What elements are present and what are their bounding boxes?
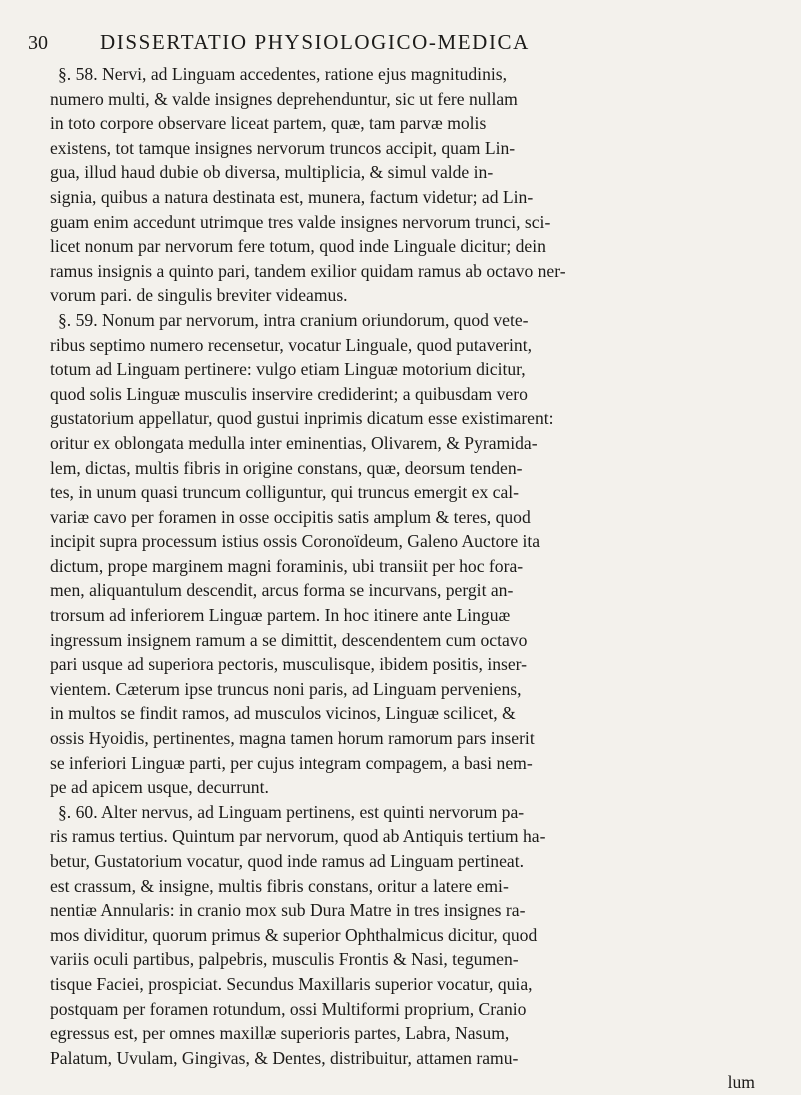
text-line: vorum pari. de singulis breviter videamus. [50, 285, 348, 306]
text-line: ris ramus tertius. Quintum par nervorum, quod ab Antiquis tertium ha- [50, 826, 546, 847]
text-line: ossis Hyoidis, pertinentes, magna tamen horum ramorum pars inserit [50, 728, 535, 749]
body-text [50, 62, 763, 1095]
text-line: betur, Gustatorium vocatur, quod inde ramus ad Linguam pertineat. [50, 851, 524, 871]
text-line: §. 59. Nonum par nervorum, intra cranium oriundorum, quod vete- [58, 309, 529, 330]
text-line: men, aliquantulum descendit, arcus forma se incurvans, pergit an- [50, 580, 514, 601]
running-title: DISSERTATIO PHYSIOLOGICO-MEDICA [100, 30, 530, 54]
text-line: in multos se findit ramos, ad musculos vicinos, Linguæ scilicet, & [50, 703, 516, 724]
text-line: incipit supra processum istius ossis Coronoïdeum, Galeno Auctore ita [50, 531, 541, 552]
text-line: tes, in unum quasi truncum colliguntur, qui truncus emergit ex cal- [50, 482, 520, 503]
text-line: totum ad Linguam pertinere: vulgo etiam Linguæ motorium dicitur, [50, 359, 526, 380]
text-line: ramus insignis a quinto pari, tandem exilior quidam ramus ab octavo ner- [50, 260, 566, 281]
text-line: in toto corpore observare liceat partem, quæ, tam parvæ molis [50, 113, 487, 134]
text-line: pari usque ad superiora pectoris, musculisque, ibidem positis, inser- [50, 654, 528, 675]
text-line: existens, tot tamque insignes nervorum truncos accipit, quam Lin- [50, 137, 516, 158]
text-line: se inferiori Linguæ parti, per cujus integram compagem, a basi nem- [50, 752, 533, 773]
text-line: ingressum insignem ramum a se dimittit, descendentem cum octavo [50, 629, 528, 650]
text-line: Palatum, Uvulam, Gingivas, & Dentes, distribuitur, attamen ramu- [50, 1047, 519, 1068]
text-line: oritur ex oblongata medulla inter eminentias, Olivarem, & Pyramida- [50, 432, 538, 453]
text-line: tisque Faciei, prospiciat. Secundus Maxillaris superior vocatur, quia, [50, 973, 533, 994]
text-line: postquam per foramen rotundum, ossi Multiformi proprium, Cranio [50, 998, 527, 1019]
text-line: lem, dictas, multis fibris in origine constans, quæ, deorsum tenden- [50, 457, 523, 478]
text-line: pe ad apicem usque, decurrunt. [50, 777, 269, 798]
text-line: numero multi, & valde insignes deprehenduntur, sic ut fere nullam [50, 88, 518, 109]
text-line: licet nonum par nervorum fere totum, quod inde Linguale dicitur; dein [50, 236, 546, 257]
text-line: variis oculi partibus, palpebris, musculis Frontis & Nasi, tegumen- [50, 949, 519, 970]
text-line: §. 60. Alter nervus, ad Linguam pertinens, est quinti nervorum pa- [58, 801, 525, 822]
text-line: variæ cavo per foramen in osse occipitis satis amplum & teres, quod [50, 506, 531, 527]
text-line: est crassum, & insigne, multis fibris constans, oritur a latere emi- [50, 875, 509, 896]
text-line: gustatorium appellatur, quod gustui inprimis dicatum esse existimarent: [50, 408, 554, 429]
text-line: nentiæ Annularis: in cranio mox sub Dura Matre in tres insignes ra- [50, 900, 526, 921]
text-line: §. 58. Nervi, ad Linguam accedentes, ratione ejus magnitudinis, [58, 64, 508, 84]
text-line: guam enim accedunt utrimque tres valde insignes nervorum trunci, sci- [50, 211, 551, 232]
text-line: vientem. Cæterum ipse truncus noni paris, ad Linguam perveniens, [50, 678, 522, 699]
text-line: ribus septimo numero recensetur, vocatur Linguale, quod putaverint, [50, 334, 533, 355]
text-line: mos dividitur, quorum primus & superior Ophthalmicus dicitur, quod [50, 924, 538, 945]
text-line: dictum, prope marginem magni foraminis, ubi transiit per hoc fora- [50, 555, 524, 576]
page-number: 30 [28, 32, 48, 54]
text-line: signia, quibus a natura destinata est, munera, factum videtur; ad Lin- [50, 186, 534, 207]
text-line: lum [727, 1072, 755, 1093]
text-line: trorsum ad inferiorem Linguæ partem. In hoc itinere ante Linguæ [50, 605, 511, 626]
text-line: gua, illud haud dubie ob diversa, multiplicia, & simul valde in- [50, 162, 494, 183]
page-header [28, 32, 761, 62]
text-line: quod solis Linguæ musculis inservire crediderint; a quibusdam vero [50, 383, 528, 404]
text-line: egressus est, per omnes maxillæ superioris partes, Labra, Nasum, [50, 1023, 510, 1044]
